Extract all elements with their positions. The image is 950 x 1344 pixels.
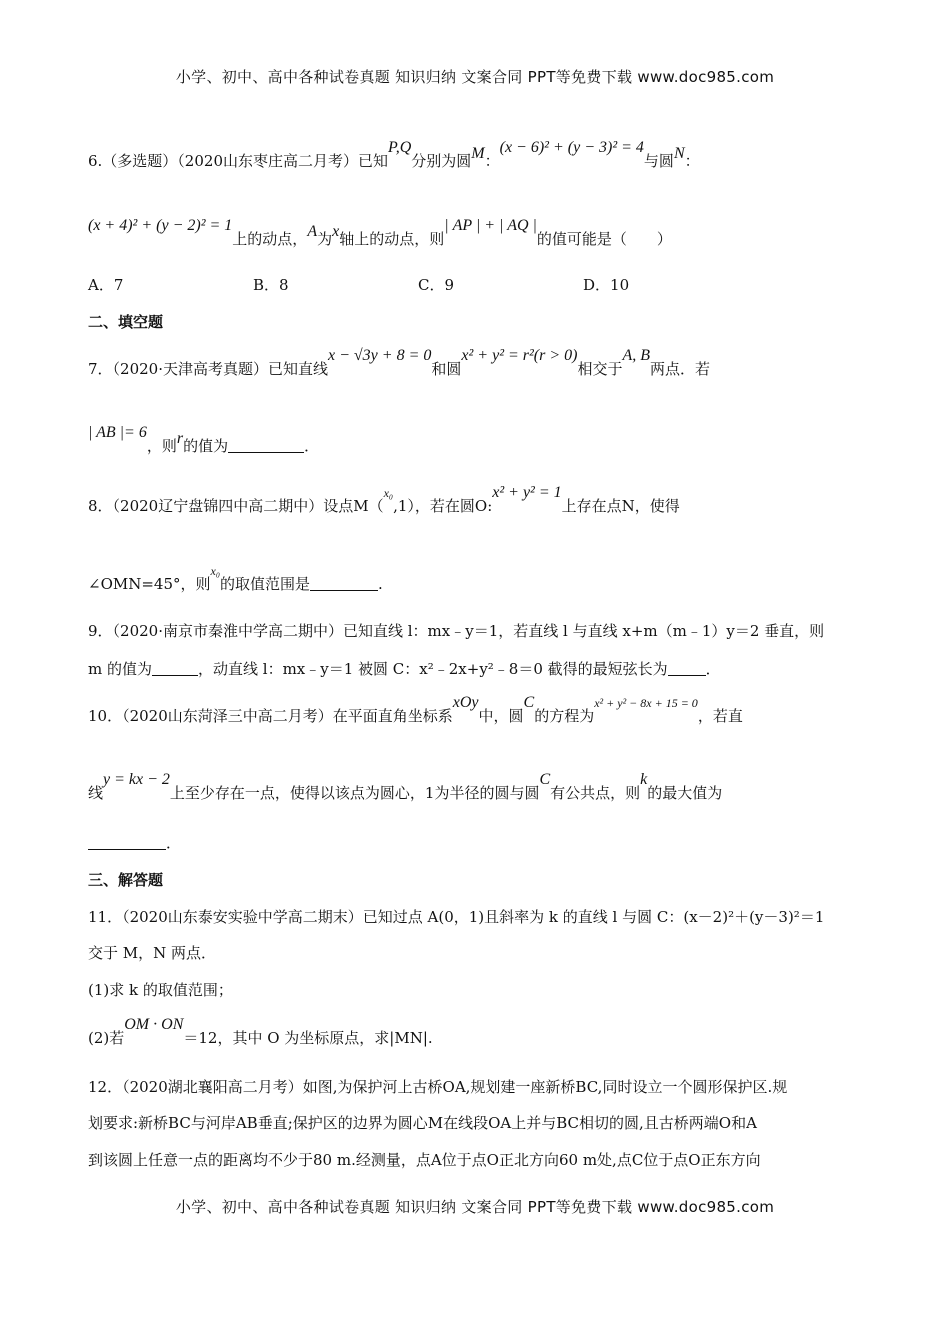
math-M: M bbox=[471, 145, 485, 162]
question-8-line-1: 8．（2020辽宁盘锦四中高二期中）设点M（$^{x_0}$,1），若在圆O:x² + y² = 1上存在点N，使得 bbox=[88, 484, 680, 515]
page-footer: 小学、初中、高中各种试卷真题 知识归纳 文案合同 PPT等免费下载 www.doc985.com bbox=[175, 1198, 775, 1216]
page-header: 小学、初中、高中各种试卷真题 知识归纳 文案合同 PPT等免费下载 www.doc985.com bbox=[175, 68, 775, 86]
math-A: A bbox=[307, 223, 318, 240]
question-6-line-1: 6.（多选题）（2020山东枣庄高二月考）已知P,Q分别为圆M：(x − 6)² + (y − 3)² = 4与圆N： bbox=[88, 139, 700, 170]
math-x0: x₀ bbox=[210, 564, 221, 578]
question-11-line-2: 交于 M，N 两点． bbox=[88, 944, 217, 962]
question-11-part-1: (1)求 k 的取值范围； bbox=[88, 981, 233, 999]
question-9-line-2: m 的值为 ，动直线 l：mx﹣y＝1 被圆 C：x²﹣2x+y²﹣8＝0 截得的最短弦长为 ． bbox=[88, 660, 721, 678]
question-11-line-1: 11．（2020山东泰安实验中学高二期末）已知过点 A(0，1)且斜率为 k 的直线 l 与圆 C：(x－2)²＋(y－3)²＝1 bbox=[88, 908, 825, 926]
question-12-line-2: 划要求:新桥BC与河岸AB垂直;保护区的边界为圆心M在线段OA上并与BC相切的圆,且古桥两端O和A bbox=[88, 1114, 757, 1132]
math-N: N bbox=[673, 145, 685, 162]
math-line: x − √3y + 8 = 0 bbox=[328, 347, 432, 364]
math-dot-product: OM · ON bbox=[124, 1016, 184, 1033]
section-2-heading: 二、填空题 bbox=[88, 313, 164, 331]
option-a[interactable]: A．7 bbox=[88, 276, 124, 294]
option-d[interactable]: D．10 bbox=[583, 276, 630, 294]
answer-blank-2[interactable] bbox=[668, 661, 706, 676]
question-11-part-2: (2)若OM · ON＝12，其中 O 为坐标原点，求|MN|. bbox=[88, 1016, 433, 1047]
math-C: C bbox=[523, 694, 535, 711]
section-3-heading: 三、解答题 bbox=[88, 871, 164, 889]
math-ab-length: | AB |= 6 bbox=[88, 424, 147, 441]
math-circle: x² + y² = r²(r > 0) bbox=[461, 347, 578, 364]
question-10-line-3: ． bbox=[88, 832, 870, 853]
question-9-line-1: 9．（2020·南京市秦淮中学高二期中）已知直线 l：mx﹣y＝1，若直线 l 与直线 x+m（m﹣1）y＝2 垂直，则 bbox=[88, 622, 825, 640]
math-sum-abs: | AP | + | AQ | bbox=[444, 217, 537, 234]
math-k: k bbox=[640, 771, 648, 788]
math-xOy: xOy bbox=[452, 694, 479, 711]
question-6-options bbox=[88, 274, 870, 295]
math-AB: A, B bbox=[622, 347, 651, 364]
answer-blank[interactable] bbox=[88, 835, 166, 850]
math-circle-C: x² + y² − 8x + 15 = 0 bbox=[594, 696, 698, 710]
math-r: r bbox=[176, 430, 184, 447]
option-b[interactable]: B．8 bbox=[253, 276, 289, 294]
question-7-line-1: 7．（2020·天津高考真题）已知直线x − √3y + 8 = 0和圆x² + y² = r²(r > 0)相交于A, B两点．若 bbox=[88, 347, 711, 378]
answer-blank-1[interactable] bbox=[152, 661, 198, 676]
math-C: C bbox=[539, 771, 551, 788]
answer-blank[interactable] bbox=[228, 438, 304, 453]
question-8-line-2: ∠OMN=45°，则$^{x_0}$的取值范围是 . bbox=[88, 564, 383, 593]
option-c[interactable]: C．9 bbox=[418, 276, 455, 294]
math-unit-circle: x² + y² = 1 bbox=[492, 484, 562, 501]
question-10-line-2: 线y = kx − 2上至少存在一点，使得以该点为圆心，1为半径的圆与圆C有公共点，则k的最大值为 bbox=[88, 771, 723, 802]
math-x0: x₀ bbox=[383, 486, 394, 500]
question-12-line-3: 到该圆上任意一点的距离均不少于80 m.经测量，点A位于点O正北方向60 m处,点C位于点O正东方向 bbox=[88, 1151, 761, 1169]
math-line: y = kx − 2 bbox=[103, 771, 170, 788]
math-circle-N: (x + 4)² + (y − 2)² = 1 bbox=[88, 217, 233, 234]
question-6-line-2: (x + 4)² + (y − 2)² = 1上的动点，A为x轴上的动点，则| AP | + | AQ |的值可能是（ ） bbox=[88, 217, 672, 248]
question-10-line-1: 10．（2020山东菏泽三中高二月考）在平面直角坐标系xOy中，圆C的方程为$^{x^2 + y^2 - 8x + 15 = 0}$，若直 bbox=[88, 694, 743, 725]
question-12-line-1: 12．（2020湖北襄阳高二月考）如图,为保护河上古桥OA,规划建一座新桥BC,同时设立一个圆形保护区.规 bbox=[88, 1078, 788, 1096]
answer-blank[interactable] bbox=[310, 576, 378, 591]
math-pq: P,Q bbox=[388, 139, 412, 156]
question-7-line-2: | AB |= 6，则r的值为 ． bbox=[88, 424, 320, 455]
math-circle-M: (x − 6)² + (y − 3)² = 4 bbox=[499, 139, 644, 156]
math-x: x bbox=[332, 223, 340, 240]
